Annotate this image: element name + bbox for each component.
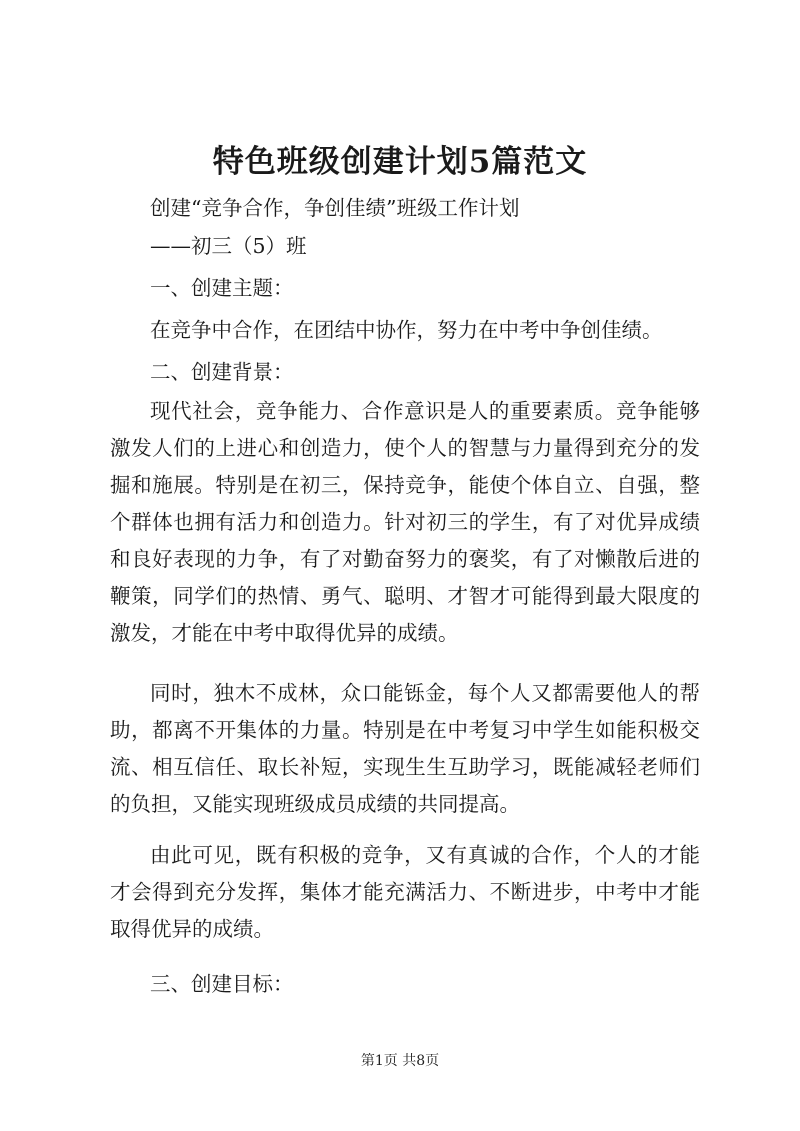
paragraph-line: 个群体也拥有活力和创造力。针对初三的学生，有了对优异成绩 [110, 510, 700, 534]
paragraph-background-1 [110, 393, 700, 652]
paragraph-background-2 [110, 675, 700, 823]
paragraph-line: 和良好表现的力争，有了对勤奋努力的褒奖，有了对懒散后进的 [110, 547, 700, 571]
section-text-theme: 在竞争中合作，在团结中协作，努力在中考中争创佳绩。 [150, 318, 663, 342]
class-label: ——初三（5）班 [150, 234, 307, 258]
paragraph-background-3 [110, 837, 700, 948]
paragraph-line: 激发，才能在中考中取得优异的成绩。 [110, 621, 459, 645]
section-heading-background: 二、创建背景： [150, 360, 294, 384]
document-title: 特色班级创建计划5篇范文 [212, 144, 588, 180]
paragraph-line: 取得优异的成绩。 [110, 917, 274, 941]
paragraph-line: 流、相互信任、取长补短，实现生生互助学习，既能减轻老师们 [110, 755, 700, 779]
page-footer: 第1页 共8页 [360, 1053, 440, 1069]
paragraph-line: 才会得到充分发挥，集体才能充满活力、不断进步，中考中才能 [110, 880, 700, 904]
document-subtitle: 创建“竞争合作，争创佳绩”班级工作计划 [150, 196, 520, 220]
paragraph-line: 同时，独木不成林，众口能铄金，每个人又都需要他人的帮 [150, 681, 700, 705]
paragraph-line: 激发人们的上进心和创造力，使个人的智慧与力量得到充分的发 [110, 436, 700, 460]
paragraph-line: 鞭策，同学们的热情、勇气、聪明、才智才可能得到最大限度的 [110, 584, 700, 608]
section-heading-theme: 一、创建主题： [150, 276, 294, 300]
paragraph-line: 现代社会，竞争能力、合作意识是人的重要素质。竞争能够 [150, 399, 700, 423]
section-heading-goals: 三、创建目标： [150, 972, 294, 996]
paragraph-line: 掘和施展。特别是在初三，保持竞争，能使个体自立、自强，整 [110, 473, 700, 497]
paragraph-line: 的负担，又能实现班级成员成绩的共同提高。 [110, 792, 520, 816]
paragraph-line: 由此可见，既有积极的竞争，又有真诚的合作，个人的才能 [150, 843, 700, 867]
paragraph-line: 助，都离不开集体的力量。特别是在中考复习中学生如能积极交 [110, 718, 700, 742]
